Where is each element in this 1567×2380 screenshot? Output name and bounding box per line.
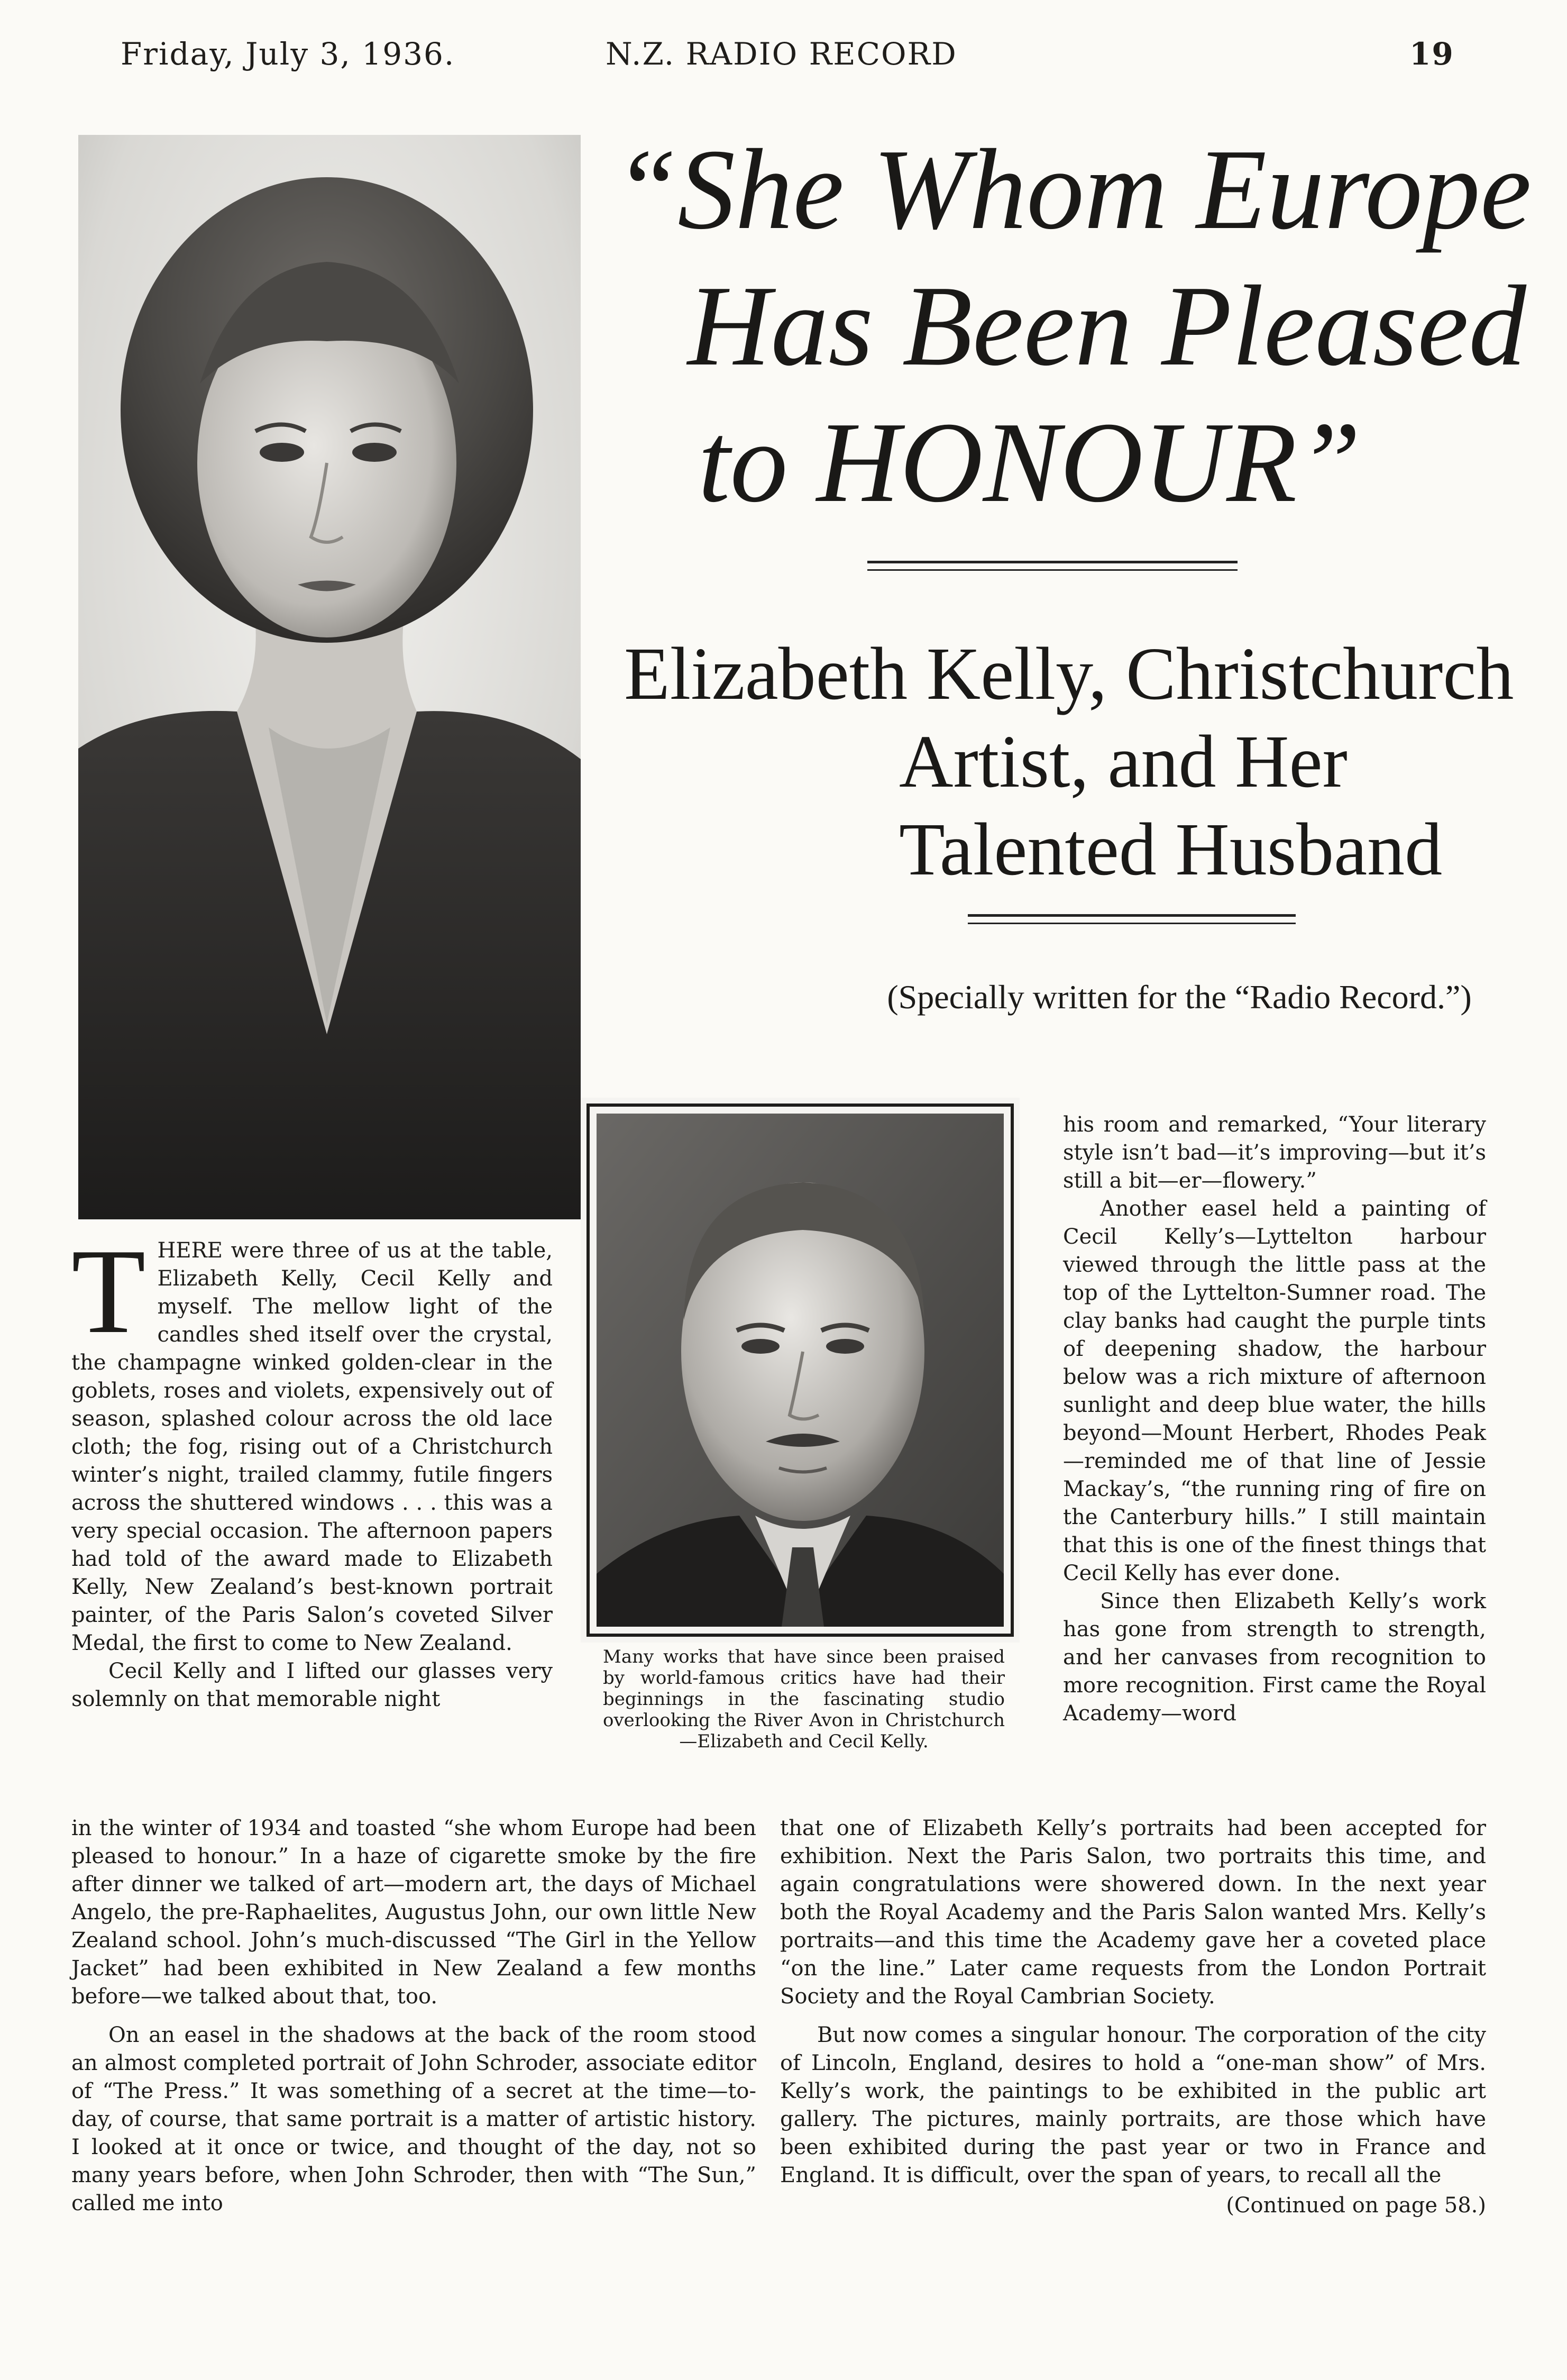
subheadline — [624, 630, 1555, 893]
headline-line-1: “She Whom Europe — [613, 126, 1532, 253]
article-paragraph-wide-2: On an easel in the shadows at the back of the room stood an almost completed portrait of John Schroder, associate editor of “The Press.” It was something of a secret at the time—to-day, of course, that same portrait is a matter of artistic history. I looked at it once or twice, and thought of the day, not so many years before, when John Schroder, then with “The Sun,” called me into — [71, 2023, 756, 2215]
subhead-rule-bottom — [968, 923, 1296, 924]
article-lower-right-column — [780, 1814, 1486, 2220]
publication-title: N.Z. RADIO RECORD — [606, 36, 957, 72]
article-paragraph-right-1: his room and remarked, “Your literary style isn’t bad—it’s improving—but it’s still a bit—er—flowery.” — [1063, 1113, 1486, 1193]
headline-rule-top — [867, 561, 1238, 563]
subheadline-line-2: Artist, and Her — [899, 719, 1348, 803]
article-paragraph-mid-1: that one of Elizabeth Kelly’s portraits had been accepted for exhibition. Next the Paris Salon, two portraits this time, and again congratulations were showered down. In the next year both the Royal Academy and the Paris Salon wanted Mrs. Kelly’s portraits—and this time the Academy gave her a coveted place “on the line.” Later came requests from the London Portrait Society and the Royal Cambrian Society. — [780, 1816, 1486, 2009]
article-right-column — [1063, 1111, 1486, 1728]
headline-line-2: Has Been Pleased — [688, 262, 1527, 390]
headline-line-3: to HONOUR” — [698, 399, 1361, 526]
article-paragraph-1 — [71, 1224, 553, 1657]
portrait-man — [581, 1098, 1020, 1643]
subheadline-line-3: Talented Husband — [899, 807, 1443, 891]
continued-note: (Continued on page 58.) — [1226, 2193, 1486, 2218]
photo-caption: Many works that have since been praised by world-famous critics have had their beginnings in the fascinating studio overlooking the River Avon in Christchurch—Elizabeth and Cecil Kelly. — [603, 1646, 1005, 1752]
subhead-rule-top — [968, 914, 1296, 917]
article-paragraph-right-2: Another easel held a painting of Cecil Kelly’s—Lyttelton harbour viewed through the little pass at the top of the Lyttelton-Sumner road. The clay banks had caught the purple tints of deepening shadow, the harbour below was a rich mixture of afternoon sunlight and deep blue water, the hills beyond—Mount Herbert, Rhodes Peak—reminded me of that line of Jessie Mackay’s, “the running ring of fire on the Canterbury hills.” I still maintain that this is one of the finest things that Cecil Kelly has ever done. — [1063, 1197, 1486, 1585]
drop-cap: T — [71, 1224, 146, 1358]
page-number: 19 — [1409, 36, 1454, 72]
byline: (Specially written for the “Radio Record.”) — [887, 978, 1472, 1016]
portrait-woman — [78, 135, 581, 1219]
subheadline-line-1: Elizabeth Kelly, Christchurch — [624, 632, 1514, 715]
article-paragraph-1-text: HERE were three of us at the table, Elizabeth Kelly, Cecil Kelly and myself. The mellow light of the candles shed itself over the crystal, the champagne winked golden-clear in the goblets, roses and violets, expensively out of season, splashed colour across the old lace cloth; the fog, rising out of a Christchurch winter’s night, trailed clammy, futile fingers across the shuttered windows . . . this was a very special occasion. The afternoon papers had told of the award made to Elizabeth Kelly, New Zealand’s best-known portrait painter, of the Paris Salon’s coveted Silver Medal, the first to come to New Zealand. — [71, 1238, 553, 1655]
article-paragraph-wide-1: in the winter of 1934 and toasted “she whom Europe had been pleased to honour.” In a haze of cigarette smoke by the fire after dinner we talked of art—modern art, the days of Michael Angelo, the pre-Raphaelites, Augustus John, our own little New Zealand school. John’s much-discussed “The Girl in the Yellow Jacket” had been exhibited in New Zealand a few months before—we talked about that, too. — [71, 1816, 756, 2009]
issue-date: Friday, July 3, 1936. — [121, 36, 455, 72]
article-lower-left-column — [71, 1814, 756, 2218]
article-paragraph-2: Cecil Kelly and I lifted our glasses very solemnly on that memorable night — [71, 1659, 553, 1711]
article-paragraph-mid-2: But now comes a singular honour. The corporation of the city of Lincoln, England, desires to hold a “one-man show” of Mrs. Kelly’s work, the paintings to be exhibited in the public art gallery. The pictures, mainly portraits, are those which have been exhibited during the past year or two in France and England. It is difficult, over the span of years, to recall all the — [780, 2023, 1486, 2187]
article-paragraph-right-3: Since then Elizabeth Kelly’s work has gone from strength to strength, and her canvases from recognition to more recognition. First came the Royal Academy—word — [1063, 1589, 1486, 1726]
headline — [613, 122, 1555, 531]
article-left-column — [71, 1224, 553, 1713]
headline-rule-bottom — [867, 569, 1238, 571]
